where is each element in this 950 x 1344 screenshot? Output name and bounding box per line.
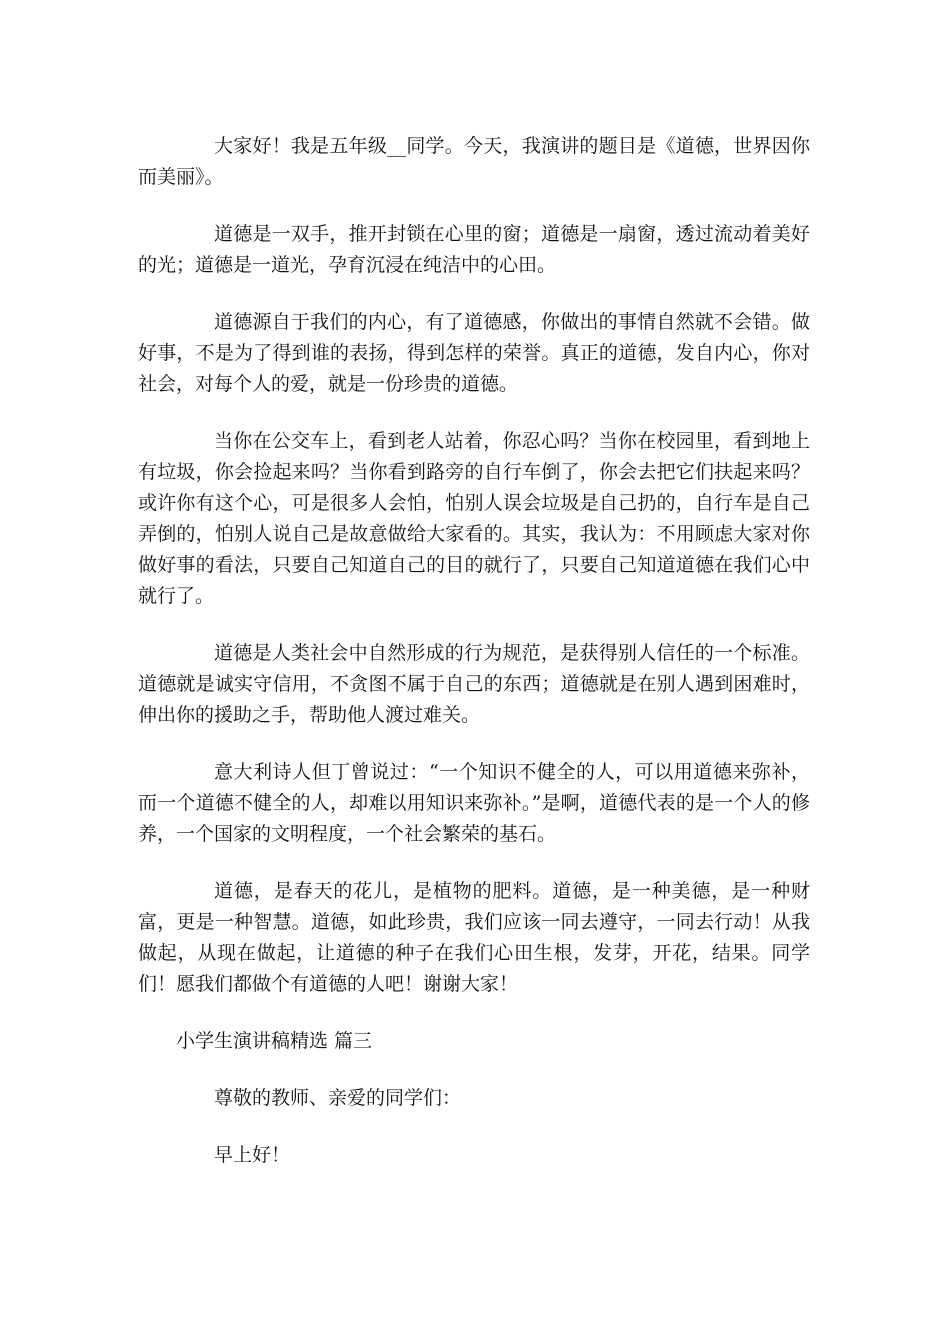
paragraph: 意大利诗人但丁曾说过：“一个知识不健全的人，可以用道德来弥补，而一个道德不健全的人，却难以用知识来弥补。”是啊，道德代表的是一个人的修养，一个国家的文明程度，一个社会繁荣的基石。: [138, 761, 810, 845]
salutation: 尊敬的教师、亲爱的同学们：: [214, 1087, 462, 1109]
document-body: [138, 131, 810, 1197]
paragraph: 道德是一双手，推开封锁在心里的窗；道德是一扇窗，透过流动着美好的光；道德是一道光，孕育沉浸在纯洁中的心田。: [138, 223, 810, 276]
paragraph: 当你在公交车上，看到老人站着，你忍心吗？当你在校园里，看到地上有垃圾，你会捡起来吗？当你看到路旁的自行车倒了，你会去把它们扶起来吗？或许你有这个心，可是很多人会怕，怕别人误会垃圾是自己扔的，自行车是自己弄倒的，怕别人说自己是故意做给大家看的。其实，我认为：不用顾虑大家对你做好事的看法，只要自己知道自己的目的就行了，只要自己知道道德在我们心中就行了。: [138, 430, 810, 607]
paragraph: 道德，是春天的花儿，是植物的肥料。道德，是一种美德，是一种财富，更是一种智慧。道德，如此珍贵，我们应该一同去遵守，一同去行动！从我做起，从现在做起，让道德的种子在我们心田生根，发芽，开花，结果。同学们！愿我们都做个有道德的人吧！谢谢大家！: [138, 880, 810, 995]
greeting: 早上好！: [214, 1144, 291, 1166]
section-title: 小学生演讲稿精选 篇三: [176, 1030, 373, 1052]
paragraph: 大家好！我是五年级__同学。今天，我演讲的题目是《道德，世界因你而美丽》。: [138, 135, 810, 188]
paragraph: 道德是人类社会中自然形成的行为规范，是获得别人信任的一个标准。道德就是诚实守信用，不贪图不属于自己的东西；道德就是在别人遇到困难时，伸出你的援助之手，帮助他人渡过难关。: [138, 642, 810, 726]
paragraph: 道德源自于我们的内心，有了道德感，你做出的事情自然就不会错。做好事，不是为了得到谁的表扬，得到怎样的荣誉。真正的道德，发自内心，你对社会，对每个人的爱，就是一份珍贵的道德。: [138, 311, 810, 395]
